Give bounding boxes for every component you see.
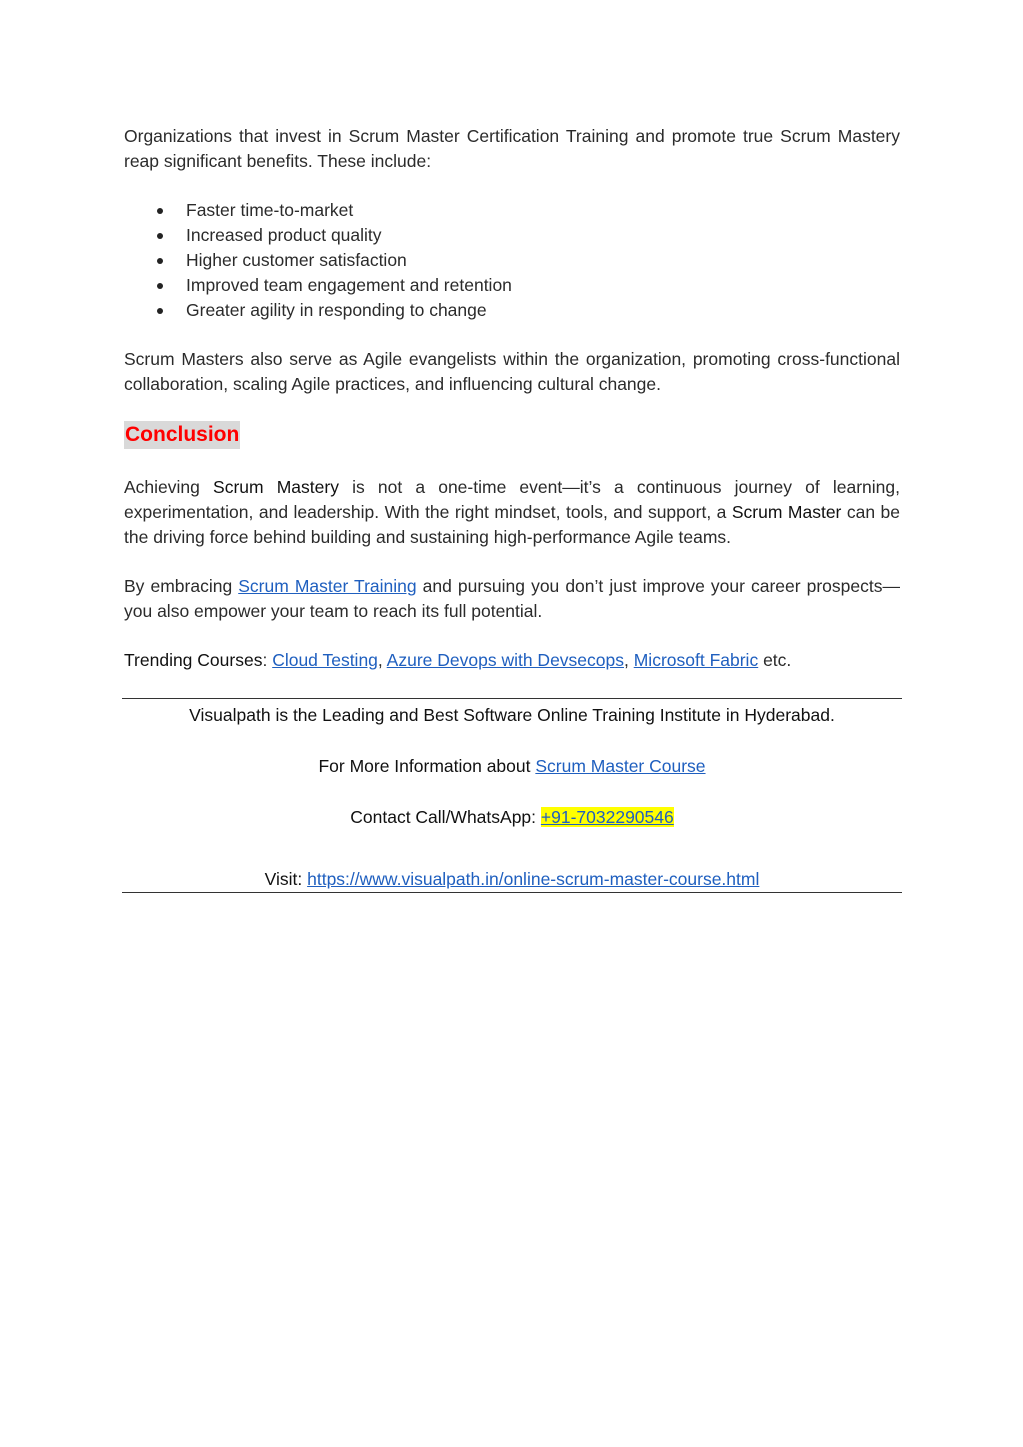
bullet-icon (157, 258, 163, 264)
conclusion-paragraph: Achieving Scrum Mastery is not a one-time event—it’s a continuous journey of learning, experimentation, and leadership. With the right mindset, tools, and support, a Scrum Master can be the driving force behind building and sustaining high-performance Agile teams. (124, 477, 901, 547)
bullet-icon (157, 283, 163, 289)
contact-footer (122, 698, 902, 893)
trending-label: Trending Courses (124, 650, 263, 670)
list-item: Faster time-to-market (124, 198, 900, 223)
conclusion-heading: Conclusion (124, 421, 240, 449)
website-link[interactable]: https://www.visualpath.in/online-scrum-master-course.html (307, 869, 760, 889)
footer-info: For More Information about Scrum Master Course (318, 756, 706, 776)
bullet-icon (157, 308, 163, 314)
bullet-icon (157, 208, 163, 214)
footer-tagline: Visualpath is the Leading and Best Software Online Training Institute in Hyderabad. (189, 705, 835, 725)
scrum-master-course-link[interactable]: Scrum Master Course (535, 756, 706, 776)
scrum-master-training-link[interactable]: Scrum Master Training (238, 576, 417, 596)
footer-contact: Contact Call/WhatsApp: +91-7032290546 (350, 807, 674, 827)
scrum-master-term: Scrum Master (731, 502, 842, 522)
microsoft-fabric-link[interactable]: Microsoft Fabric (633, 650, 759, 670)
trending-courses: Trending Courses: Cloud Testing, Azure Devops with Devsecops, Microsoft Fabric etc. (124, 650, 792, 670)
list-item: Increased product quality (124, 223, 900, 248)
scrum-mastery-term: Scrum Mastery (213, 477, 339, 497)
footer-visit: Visit: https://www.visualpath.in/online-scrum-master-course.html (264, 869, 760, 889)
benefits-list (124, 198, 900, 323)
phone-number-link[interactable]: +91-7032290546 (540, 807, 674, 827)
evangelist-paragraph: Scrum Masters also serve as Agile evangelists within the organization, promoting cross-functional collaboration, scaling Agile practices, and influencing cultural change. (124, 349, 900, 394)
training-paragraph: By embracing Scrum Master Training and pursuing you don’t just improve your career prospects—you also empower your team to reach its full potential. (124, 576, 900, 621)
list-item: Improved team engagement and retention (124, 273, 900, 298)
azure-devops-link[interactable]: Azure Devops with Devsecops (386, 650, 624, 670)
list-item: Greater agility in responding to change (124, 298, 900, 323)
document-body (124, 124, 900, 673)
bullet-icon (157, 233, 163, 239)
intro-paragraph: Organizations that invest in Scrum Master Certification Training and promote true Scrum Mastery reap significant benefits. These include: (124, 126, 900, 171)
cloud-testing-link[interactable]: Cloud Testing (272, 650, 378, 670)
list-item: Higher customer satisfaction (124, 248, 900, 273)
